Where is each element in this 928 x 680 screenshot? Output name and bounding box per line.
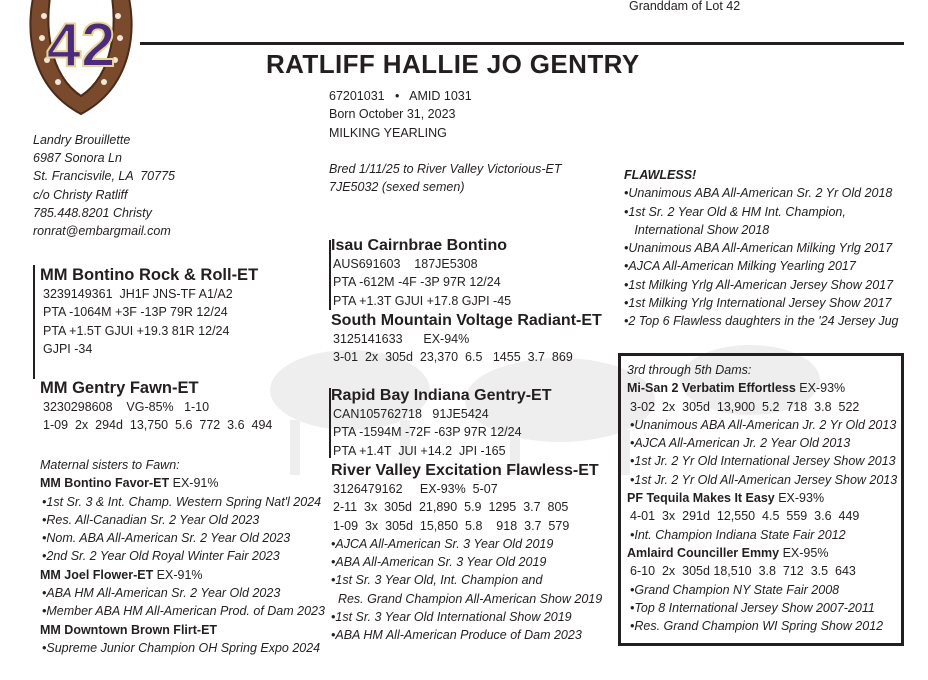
award-line: •Member ABA HM All-American Prod. of Dam 2023 [42, 604, 325, 619]
award-line: •1st Sr. 2 Year Old & HM Int. Champion, [624, 204, 846, 219]
sire-name: MM Bontino Rock & Roll-ET [40, 266, 259, 284]
maternal-sisters [40, 456, 325, 657]
lot-number: 42 [46, 11, 116, 80]
award-line: •Grand Champion NY State Fair 2008 [630, 582, 840, 597]
owner-line: c/o Christy Ratliff [33, 187, 128, 202]
grandparent-detail: PTA -612M -4F -3P 97R 12/24 [333, 275, 501, 290]
dam-score: EX-93% [795, 381, 846, 396]
animal-born: Born October 31, 2023 [329, 107, 456, 122]
grandparent-detail: 3126479162 EX-93% 5-07 [333, 482, 498, 496]
animal-id: 67201031 • AMID 1031 [329, 89, 472, 103]
maternal-granddam [331, 461, 602, 645]
header-rule [140, 42, 904, 45]
award-line: Res. Grand Champion All-American Show 2019 [331, 591, 603, 606]
dams-list [627, 361, 897, 635]
sister-score: EX-91% [169, 476, 219, 491]
flawless-awards [624, 166, 899, 331]
grandparent-detail: CAN105762718 91JE5424 [333, 407, 489, 421]
award-line: •Supreme Junior Champion OH Spring Expo 2024 [42, 640, 321, 655]
sisters-heading: Maternal sisters to Fawn: [40, 458, 180, 472]
semen-info: 7JE5032 (sexed semen) [329, 180, 465, 195]
sister-entry [40, 621, 325, 639]
award-line: •2nd Sr. 2 Year Old Royal Winter Fair 2023 [42, 549, 280, 564]
owner-line: St. Francisvile, LA 70775 [33, 169, 175, 184]
animal-class: MILKING YEARLING [329, 125, 447, 140]
award-line: •Unanimous ABA All-American Milking Yrlg 2017 [624, 241, 893, 256]
grandparent-detail: 3-01 2x 305d 23,370 6.5 1455 3.7 869 [333, 350, 573, 365]
grandparent-name: Rapid Bay Indiana Gentry-ET [331, 387, 552, 404]
grandparent-detail: AUS691603 187JE5308 [333, 257, 478, 271]
dam-detail: 1-09 2x 294d 13,750 5.6 772 3.6 494 [43, 418, 273, 433]
grandparent-detail: 3125141633 EX-94% [333, 332, 470, 346]
dam-record: 3-02 2x 305d 13,900 5.2 718 3.8 522 [630, 399, 860, 414]
award-line: •AJCA All-American Sr. 3 Year Old 2019 [331, 536, 554, 551]
maternal-grandsire [331, 386, 551, 460]
award-line: •Res. Grand Champion WI Spring Show 2012 [630, 619, 884, 634]
lot-relation: Granddam of Lot 42 [629, 0, 741, 13]
award-line: •Res. All-Canadian Sr. 2 Year Old 2023 [42, 512, 260, 527]
grandparent-name: River Valley Excitation Flawless-ET [331, 462, 599, 479]
award-line: •ABA HM All-American Produce of Dam 2023 [331, 628, 582, 643]
award-line: •1st Sr. 3 Year Old, Int. Champion and [331, 573, 543, 588]
award-line: •1st Sr. 3 Year Old International Show 2019 [331, 610, 572, 625]
grandparent-detail: PTA -1594M -72F -63P 97R 12/24 [333, 425, 522, 440]
award-line: •1st Jr. 2 Yr Old International Jersey Show 2013 [630, 454, 896, 469]
award-line: International Show 2018 [624, 222, 770, 237]
sire-detail: PTA -1064M +3F -13P 79R 12/24 [43, 305, 228, 320]
award-line: •Unanimous ABA All-American Jr. 2 Yr Old 2013 [630, 417, 897, 432]
sister-entry [40, 474, 325, 492]
dam-detail: 3230298608 VG-85% 1-10 [43, 400, 210, 414]
animal-info [329, 87, 562, 196]
sire [40, 265, 258, 358]
lot-horseshoe-logo [22, 0, 140, 118]
owner-contact [33, 131, 175, 240]
grandparent-detail: PTA +1.3T GJUI +17.8 GJPI -45 [333, 293, 512, 308]
sire-detail: GJPI -34 [43, 341, 93, 356]
dam-name: Mi-San 2 Verbatim Effortless [627, 381, 796, 396]
sire-detail: PTA +1.5T GJUI +19.3 81R 12/24 [43, 323, 230, 338]
grandparent-name: South Mountain Voltage Radiant-ET [331, 312, 602, 329]
dam-name: Amlaird Counciller Emmy [627, 545, 780, 560]
grandparent-detail: 2-11 3x 305d 21,890 5.9 1295 3.7 805 [333, 500, 569, 515]
paternal-granddam [331, 311, 602, 367]
award-line: •ABA HM All-American Sr. 2 Year Old 2023 [42, 586, 281, 601]
award-line: •2 Top 6 Flawless daughters in the '24 Jersey Jug [624, 314, 899, 329]
award-line: •1st Milking Yrlg All-American Jersey Show 2017 [624, 277, 894, 292]
bred-info: Bred 1/11/25 to River Valley Victorious-ET [329, 161, 562, 176]
owner-email: ronrat@embargmail.com [33, 224, 171, 239]
dam-name: MM Gentry Fawn-ET [40, 379, 199, 397]
award-line: •Top 8 International Jersey Show 2007-2011 [630, 600, 875, 615]
dam-record: 4-01 3x 291d 12,550 4.5 559 3.6 449 [630, 509, 860, 524]
sister-name: MM Joel Flower-ET [40, 567, 154, 582]
owner-line: 6987 Sonora Ln [33, 151, 122, 166]
dam-record: 6-10 2x 305d 18,510 3.8 712 3.5 643 [630, 564, 856, 579]
dam-score: EX-93% [774, 491, 825, 506]
award-line: •Nom. ABA All-American Sr. 2 Year Old 2023 [42, 531, 291, 546]
dam [40, 378, 272, 435]
award-line: •1st Sr. 3 & Int. Champ. Western Spring Nat'l 2024 [42, 494, 322, 509]
flawless-heading: FLAWLESS! [624, 168, 697, 182]
award-line: •Int. Champion Indiana State Fair 2012 [630, 527, 846, 542]
dam-entry [627, 489, 897, 507]
dams-heading: 3rd through 5th Dams: [627, 363, 752, 377]
dam-entry [627, 379, 897, 397]
dam-entry [627, 544, 897, 562]
dam-name: PF Tequila Makes It Easy [627, 491, 775, 506]
owner-line: Landry Brouillette [33, 133, 131, 147]
dam-score: EX-95% [779, 545, 829, 560]
award-line: •1st Milking Yrlg International Jersey Show 2017 [624, 296, 892, 311]
owner-phone: 785.448.8201 Christy [33, 205, 152, 220]
grandparent-detail: PTA +1.4T JUI +14.2 JPI -165 [333, 443, 506, 458]
animal-name: RATLIFF HALLIE JO GENTRY [266, 49, 640, 79]
sister-name: MM Bontino Favor-ET [40, 476, 170, 491]
sister-score: EX-91% [153, 567, 203, 582]
award-line: •1st Jr. 2 Yr Old All-American Jersey Show 2013 [630, 472, 898, 487]
sister-entry [40, 566, 325, 584]
grandparent-detail: 1-09 3x 305d 15,850 5.8 918 3.7 579 [333, 518, 570, 533]
award-line: •AJCA All-American Jr. 2 Year Old 2013 [630, 436, 851, 451]
pedigree-bracket [33, 265, 35, 379]
grandparent-name: Isau Cairnbrae Bontino [331, 237, 508, 254]
award-line: •ABA All-American Sr. 3 Year Old 2019 [331, 555, 547, 570]
sister-name: MM Downtown Brown Flirt-ET [40, 622, 218, 637]
award-line: •AJCA All-American Milking Yearling 2017 [624, 259, 856, 274]
sire-detail: 3239149361 JH1F JNS-TF A1/A2 [43, 287, 233, 301]
paternal-grandsire [331, 236, 511, 310]
award-line: •Unanimous ABA All-American Sr. 2 Yr Old 2018 [624, 186, 893, 201]
